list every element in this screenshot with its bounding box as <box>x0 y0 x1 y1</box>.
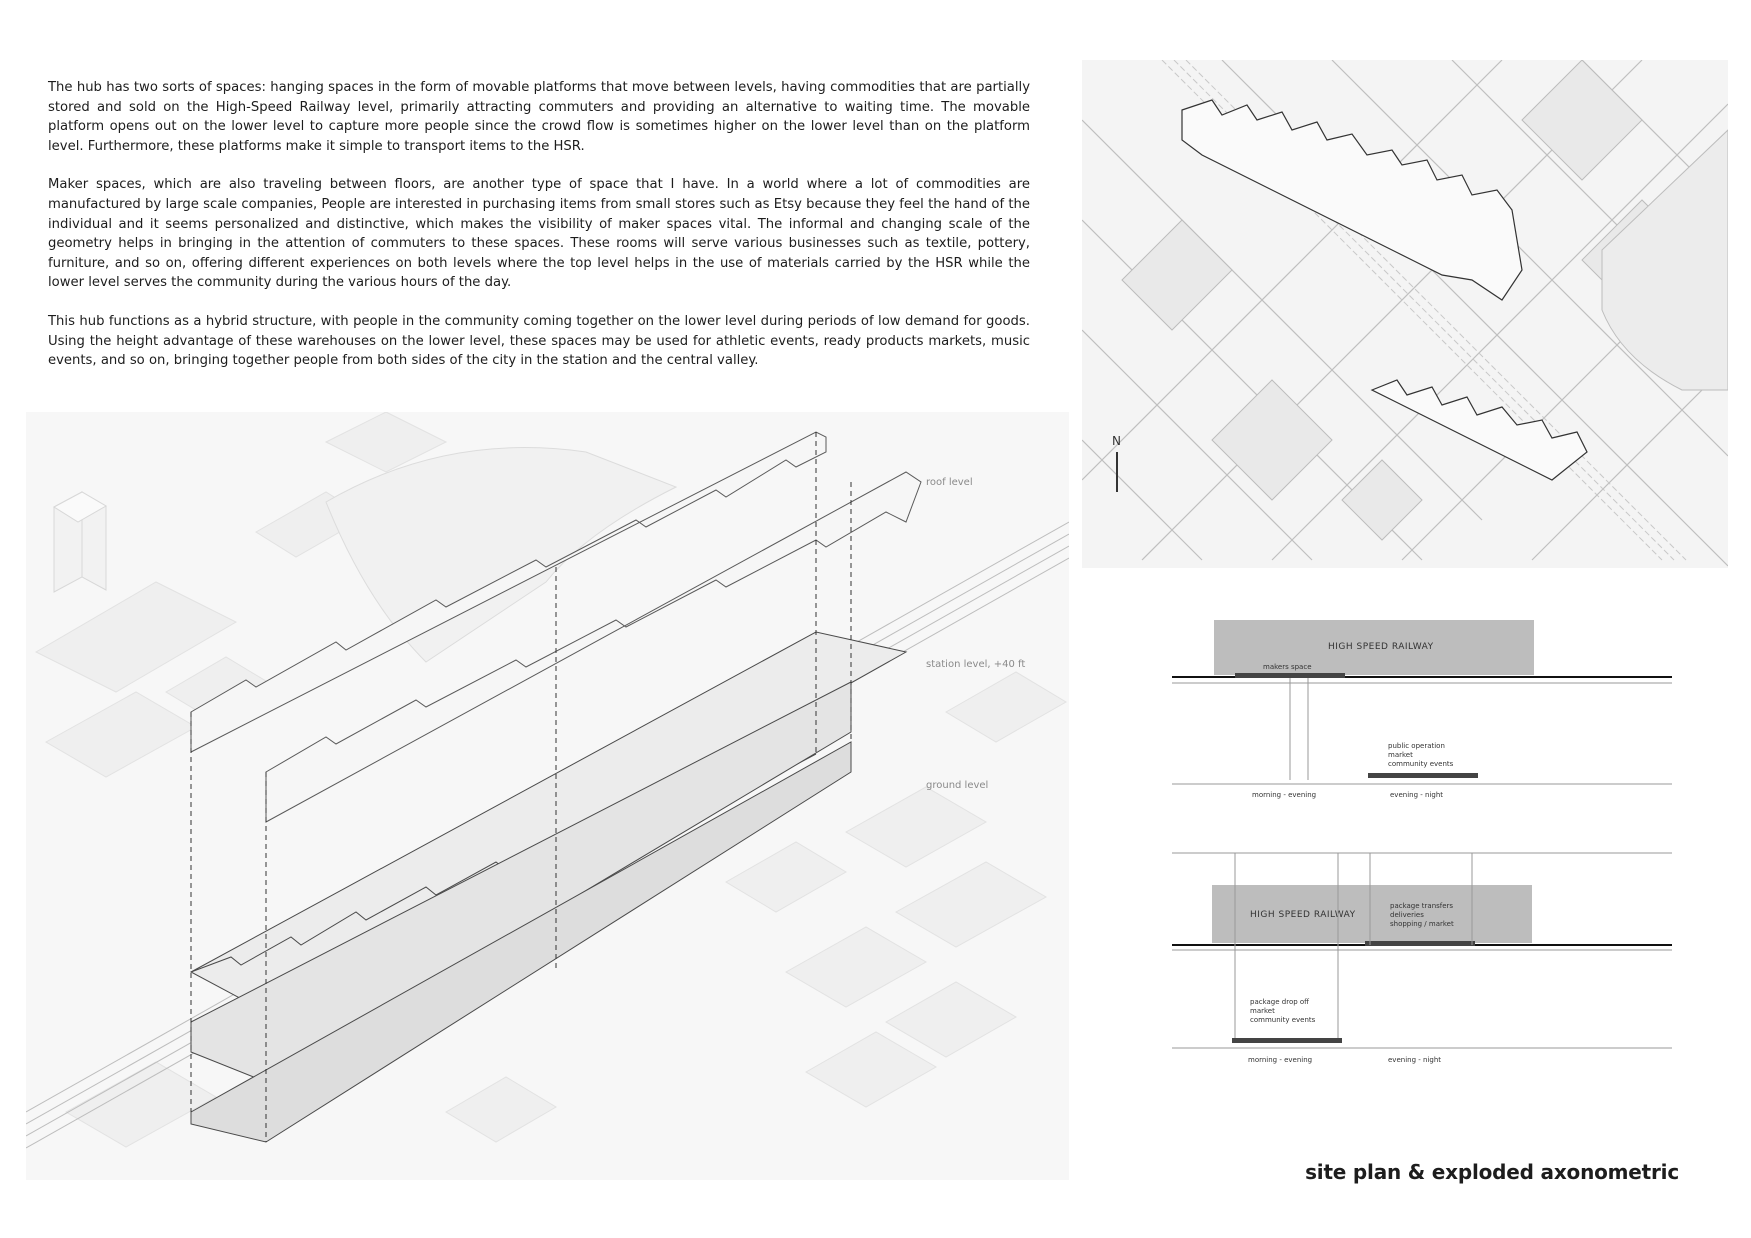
paragraph-2: Maker spaces, which are also traveling between floors, are another type of space that I have. In a world where a lot of commodities are manufactured by large scale companies, People are interested in purchasing items from small stores such as Etsy because they feel the hand of the individual and it seems personalized and distinctive, which makes the visibility of maker spaces vital. The informal and changing scale of the geometry helps in bringing in the attention of commuters to these spaces. These rooms will serve various businesses such as textile, pottery, furniture, and so on, offering different experiences on both levels where the top level helps in the use of materials carried by the HSR while the lower level serves the community during the various hours of the day. <box>48 177 1030 291</box>
bottom-time-morning: morning - evening <box>1248 1056 1313 1064</box>
ground-level-label: ground level <box>926 780 989 791</box>
site-plan-drawing <box>1082 60 1728 568</box>
top-public-bar <box>1368 773 1478 778</box>
schematic-diagrams <box>1160 610 1680 1080</box>
top-public-line-2: market <box>1388 751 1413 759</box>
bottom-dropoff-line-1: package drop off <box>1250 998 1310 1006</box>
ground-level <box>191 682 851 1142</box>
top-railway-label: HIGH SPEED RAILWAY <box>1328 642 1434 652</box>
top-time-evening: evening - night <box>1390 791 1443 799</box>
bottom-package-line-2: deliveries <box>1390 911 1424 919</box>
station-level-label: station level, +40 ft <box>926 659 1026 670</box>
bottom-package-line-1: package transfers <box>1390 902 1454 910</box>
roof-level-label: roof level <box>926 477 973 488</box>
exploded-axonometric <box>26 412 1069 1180</box>
context-towers <box>54 492 106 592</box>
description-text <box>48 78 1030 390</box>
schematic-drawing <box>1160 610 1680 1080</box>
sheet-title: site plan & exploded axonometric <box>1305 1160 1679 1184</box>
top-time-morning: morning - evening <box>1252 791 1317 799</box>
north-label: N <box>1112 434 1121 448</box>
stadium <box>326 448 676 662</box>
bottom-dropoff-line-2: market <box>1250 1007 1275 1015</box>
site-stadium <box>1602 130 1728 390</box>
bottom-railway-label: HIGH SPEED RAILWAY <box>1250 910 1356 920</box>
bottom-package-bar <box>1365 941 1475 946</box>
paragraph-3: This hub functions as a hybrid structure, with people in the community coming together on the lower level during periods of low demand for goods. Using the height advantage of these warehouses on the lower level, these spaces may be used for athletic events, ready products markets, music events, and so on, bringing together people from both sides of the city in the station and the central valley. <box>48 313 1030 369</box>
top-guides <box>1290 678 1308 780</box>
bottom-dropoff-bar <box>1232 1038 1342 1043</box>
top-makers-bar <box>1235 673 1345 678</box>
site-plan <box>1082 60 1728 568</box>
bottom-dropoff-line-3: community events <box>1250 1016 1316 1024</box>
top-makers-label: makers space <box>1263 663 1312 671</box>
paragraph-1: The hub has two sorts of spaces: hanging spaces in the form of movable platforms that move between levels, having commodities that are partially stored and sold on the High-Speed Railway level, primarily attracting commuters and providing an alternative to waiting time. The movable platform opens out on the lower level to capture more people since the crowd flow is sometimes higher on the lower level than on the platform level. Furthermore, these platforms make it simple to transport items to the HSR. <box>48 80 1030 154</box>
bottom-package-line-3: shopping / market <box>1390 920 1454 928</box>
bottom-time-evening: evening - night <box>1388 1056 1441 1064</box>
axonometric-drawing <box>26 412 1069 1180</box>
top-public-line-1: public operation <box>1388 742 1445 750</box>
top-public-line-3: community events <box>1388 760 1454 768</box>
